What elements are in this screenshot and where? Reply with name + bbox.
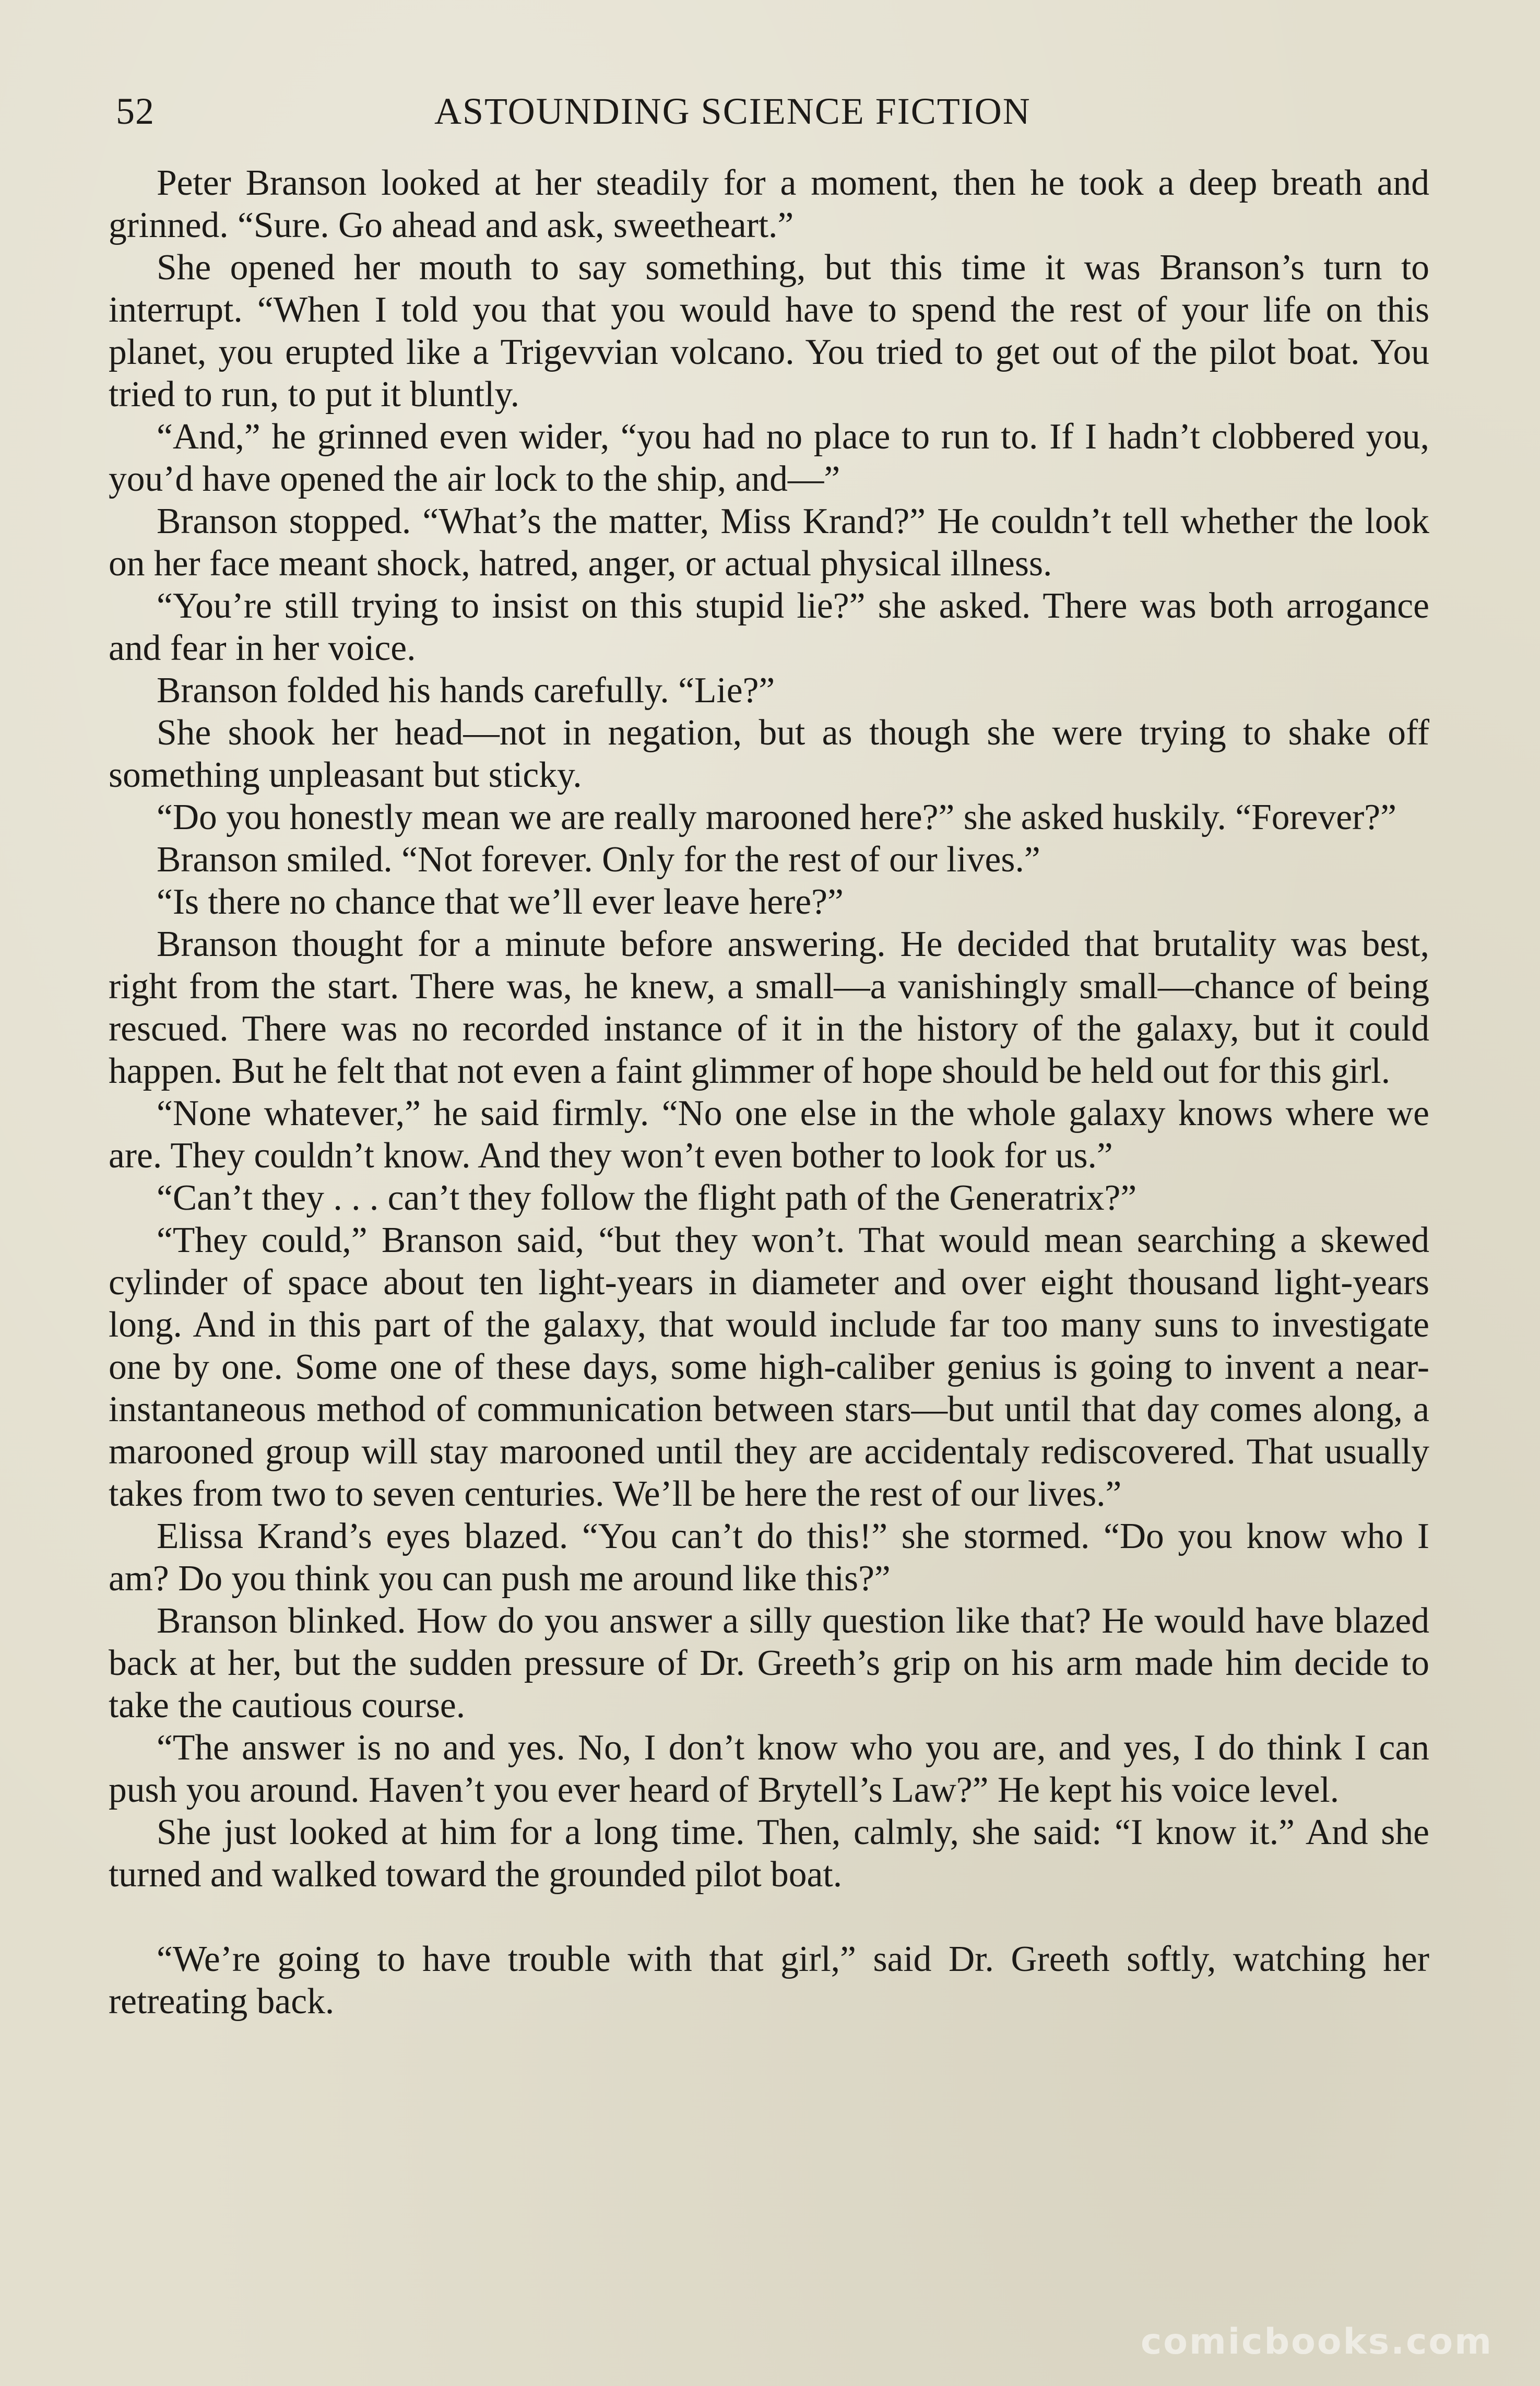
story-text [109, 162, 1429, 2023]
paragraph: “None whatever,” he said firmly. “No one else in the whole galaxy knows where we are. They couldn’t know. And they won’t even bother to look for us.” [109, 1093, 1429, 1176]
paragraph: She opened her mouth to say something, but this time it was Branson’s turn to interrupt. “When I told you that you would have to spend the rest of your life on this planet, you erupted like a Trigevvian volcano. You tried to get out of the pilot boat. You tried to run, to put it bluntly. [109, 247, 1429, 415]
paragraph: “We’re going to have trouble with that girl,” said Dr. Greeth softly, watching her retreating back. [109, 1939, 1429, 2022]
paragraph: “You’re still trying to insist on this stupid lie?” she asked. There was both arrogance and fear in her voice. [109, 586, 1429, 668]
watermark: comicbooks.com [1140, 2321, 1493, 2363]
paragraph: She just looked at him for a long time. Then, calmly, she said: “I know it.” And she turned and walked toward the grounded pilot boat. [109, 1812, 1429, 1895]
page-number: 52 [116, 90, 155, 132]
paragraph: “Can’t they . . . can’t they follow the flight path of the Generatrix?” [157, 1178, 1137, 1218]
paragraph: Elissa Krand’s eyes blazed. “You can’t do this!” she stormed. “Do you know who I am? Do you think you can push me around like this?” [109, 1516, 1429, 1599]
paragraph: Branson smiled. “Not forever. Only for the rest of our lives.” [157, 840, 1040, 880]
paragraph: She shook her head—not in negation, but as though she were trying to shake off something unpleasant but sticky. [109, 713, 1429, 795]
paragraph: “Do you honestly mean we are really marooned here?” she asked huskily. “Forever?” [157, 797, 1396, 837]
paragraph: Branson stopped. “What’s the matter, Miss Krand?” He couldn’t tell whether the look on her face meant shock, hatred, anger, or actual physical illness. [109, 501, 1429, 584]
paragraph: “The answer is no and yes. No, I don’t know who you are, and yes, I do think I can push you around. Haven’t you ever heard of Brytell’s Law?” He kept his voice level. [109, 1728, 1429, 1810]
paragraph: Branson thought for a minute before answering. He decided that brutality was best, right from the start. There was, he knew, a small—a vanishingly small—chance of being rescued. There was no recorded instance of it in the history of the galaxy, but it could happen. But he felt that not even a faint glimmer of hope should be held out for this girl. [109, 924, 1429, 1091]
paragraph: Peter Branson looked at her steadily for a moment, then he took a deep breath and grinned. “Sure. Go ahead and ask, sweetheart.” [109, 163, 1429, 245]
page-header [116, 90, 1430, 142]
paragraph: Branson folded his hands carefully. “Lie?” [157, 670, 775, 711]
paragraph: “They could,” Branson said, “but they won’t. That would mean searching a skewed cylinder of space about ten light-years in diameter and over eight thousand light-years long. And in this part of the galaxy, that would include far too many suns to investigate one by one. Some one of these days, some high-caliber genius is going to invent a near-instantaneous method of communication between stars—but until that day comes along, a marooned group will stay marooned until they are accidentaly rediscovered. That usually takes from two to seven centuries. We’ll be here the rest of our lives.” [109, 1220, 1429, 1514]
paragraph: “Is there no chance that we’ll ever leave here?” [157, 882, 844, 922]
paragraph: Branson blinked. How do you answer a silly question like that? He would have blazed back at her, but the sudden pressure of Dr. Greeth’s grip on his arm made him decide to take the cautious course. [109, 1601, 1429, 1726]
running-title: ASTOUNDING SCIENCE FICTION [434, 90, 1031, 132]
paragraph: “And,” he grinned even wider, “you had no place to run to. If I hadn’t clobbered you, you’d have opened the air lock to the ship, and—” [109, 417, 1429, 499]
